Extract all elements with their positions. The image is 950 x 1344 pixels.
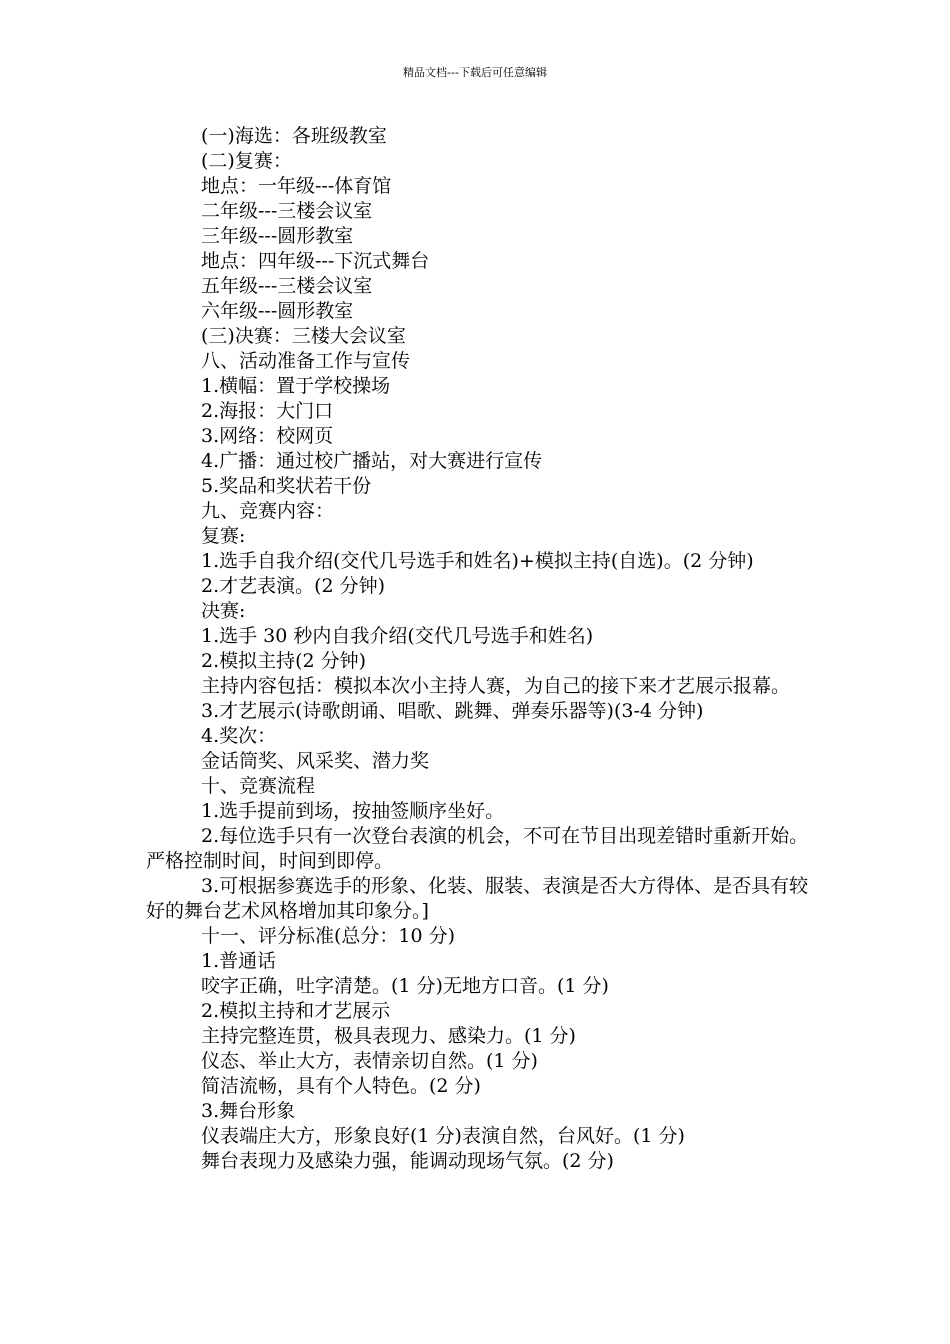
text-line: 4.奖次： — [201, 725, 277, 747]
text-line: 地点：一年级---体育馆 — [201, 175, 392, 197]
text-line: 复赛: — [201, 525, 246, 547]
text-line: 舞台表现力及感染力强，能调动现场气氛。(2 分) — [201, 1150, 614, 1172]
text-line: 简洁流畅，具有个人特色。(2 分) — [201, 1075, 481, 1097]
document-body — [146, 124, 816, 1174]
section-heading: 八、活动准备工作与宣传 — [201, 350, 411, 372]
text-line: 六年级---圆形教室 — [201, 300, 354, 322]
text-line: 五年级---三楼会议室 — [201, 275, 373, 297]
text-line: 2.模拟主持(2 分钟) — [201, 650, 367, 672]
section-heading: 十一、评分标准(总分：10 分) — [201, 925, 456, 947]
text-line: 3.才艺展示(诗歌朗诵、唱歌、跳舞、弹奏乐器等)(3-4 分钟) — [201, 700, 704, 722]
text-line: (一)海选：各班级教室 — [201, 125, 387, 147]
text-line: 3.舞台形象 — [201, 1100, 296, 1122]
text-line: 1.选手提前到场，按抽签顺序坐好。 — [201, 800, 505, 822]
text-line: 地点：四年级---下沉式舞台 — [201, 250, 430, 272]
text-paragraph: 3.可根据参赛选手的形象、化装、服装、表演是否大方得体、是否具有较好的舞台艺术风格增加其印象分。] — [146, 875, 809, 922]
text-paragraph: 2.每位选手只有一次登台表演的机会，不可在节目出现差错时重新开始。严格控制时间，时间到即停。 — [146, 825, 809, 872]
text-line: 二年级---三楼会议室 — [201, 200, 373, 222]
page-header: 精品文档---下载后可任意编辑 — [403, 66, 547, 79]
text-paragraph: 主持内容包括：模拟本次小主持人赛，为自己的接下来才艺展示报幕。 — [201, 675, 791, 697]
text-line: 2.模拟主持和才艺展示 — [201, 1000, 391, 1022]
text-line: 主持完整连贯，极具表现力、感染力。(1 分) — [201, 1025, 576, 1047]
text-line: 4.广播：通过校广播站，对大赛进行宣传 — [201, 450, 543, 472]
text-line: 三年级---圆形教室 — [201, 225, 354, 247]
text-line: 决赛: — [201, 600, 246, 622]
text-line: (二)复赛： — [201, 150, 292, 172]
text-line: 仪表端庄大方，形象良好(1 分)表演自然，台风好。(1 分) — [201, 1125, 685, 1147]
text-paragraph: 1.选手自我介绍(交代几号选手和姓名)+模拟主持(自选)。(2 分钟) — [201, 550, 754, 572]
text-line: 1.横幅：置于学校操场 — [201, 375, 391, 397]
text-line: 5.奖品和奖状若干份 — [201, 475, 372, 497]
text-line: 1.普通话 — [201, 950, 277, 972]
text-line: 1.选手 30 秒内自我介绍(交代几号选手和姓名) — [201, 625, 594, 647]
text-line: 仪态、举止大方，表情亲切自然。(1 分) — [201, 1050, 538, 1072]
text-line: 金话筒奖、风采奖、潜力奖 — [201, 750, 430, 772]
section-heading: 十、竞赛流程 — [201, 775, 316, 797]
text-line: 2.才艺表演。(2 分钟) — [201, 575, 386, 597]
section-heading: 九、竞赛内容： — [201, 500, 335, 522]
text-line: 咬字正确，吐字清楚。(1 分)无地方口音。(1 分) — [201, 975, 609, 997]
text-line: 3.网络：校网页 — [201, 425, 334, 447]
text-line: 2.海报：大门口 — [201, 400, 334, 422]
text-line: (三)决赛：三楼大会议室 — [201, 325, 406, 347]
